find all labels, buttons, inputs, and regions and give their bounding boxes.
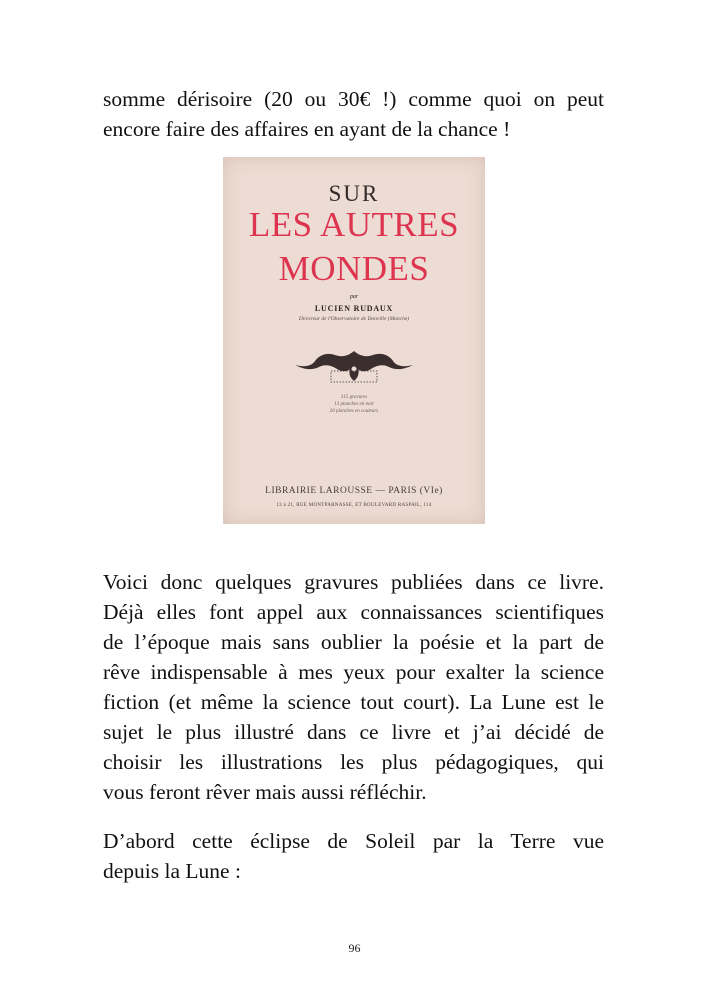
text-line: de l’époque mais sans oublier la poésie et la part de xyxy=(103,630,604,654)
ornament-icon xyxy=(289,347,419,383)
text-line: encore faire des affaires en ayant de la chance ! xyxy=(103,117,511,141)
cover-sur: SUR xyxy=(328,181,380,206)
text-line: Voici donc quelques gravures publiées dans ce livre. xyxy=(103,570,604,594)
text-line: fiction (et même la science tout court). La Lune est le xyxy=(103,690,604,714)
cover-publisher: LIBRAIRIE LAROUSSE — PARIS (VIe) xyxy=(265,486,443,496)
cover-author-role: Directeur de l'Observatoire de Donville (Manche) xyxy=(298,316,410,322)
text-line: D’abord cette éclipse de Soleil par la Terre vue xyxy=(103,829,604,853)
cover-note-line3: 20 planches en couleurs xyxy=(329,409,379,414)
page-number: 96 xyxy=(348,941,361,955)
cover-par: par xyxy=(349,294,359,300)
text-line: depuis la Lune : xyxy=(103,859,241,883)
text-line: sujet le plus illustré dans ce livre et j’ai décidé de xyxy=(103,720,604,744)
text-line: Déjà elles font appel aux connaissances scientifiques xyxy=(103,600,604,624)
cover-note-line2: 13 planches en noir xyxy=(334,402,374,407)
cover-title-line2: MONDES xyxy=(278,249,430,288)
cover-title-line1: LES AUTRES xyxy=(248,205,460,244)
paragraph-eclipse xyxy=(103,826,604,886)
paragraph-gravures xyxy=(103,567,604,807)
text-line: vous feront rêver mais aussi réfléchir. xyxy=(103,780,427,804)
paragraph-intro xyxy=(103,84,604,144)
cover-note-line1: 315 gravures xyxy=(340,395,368,400)
cover-author: LUCIEN RUDAUX xyxy=(314,304,394,313)
cover-address: 13 à 21, RUE MONTPARNASSE, ET BOULEVARD RASPAIL, 114 xyxy=(276,503,432,508)
text-line: rêve indispensable à mes yeux pour exalter la science xyxy=(103,660,604,684)
text-line: somme dérisoire (20 ou 30€ !) comme quoi on peut xyxy=(103,87,604,111)
text-line: choisir les illustrations les plus pédagogiques, qui xyxy=(103,750,604,774)
book-cover-image xyxy=(223,157,485,524)
